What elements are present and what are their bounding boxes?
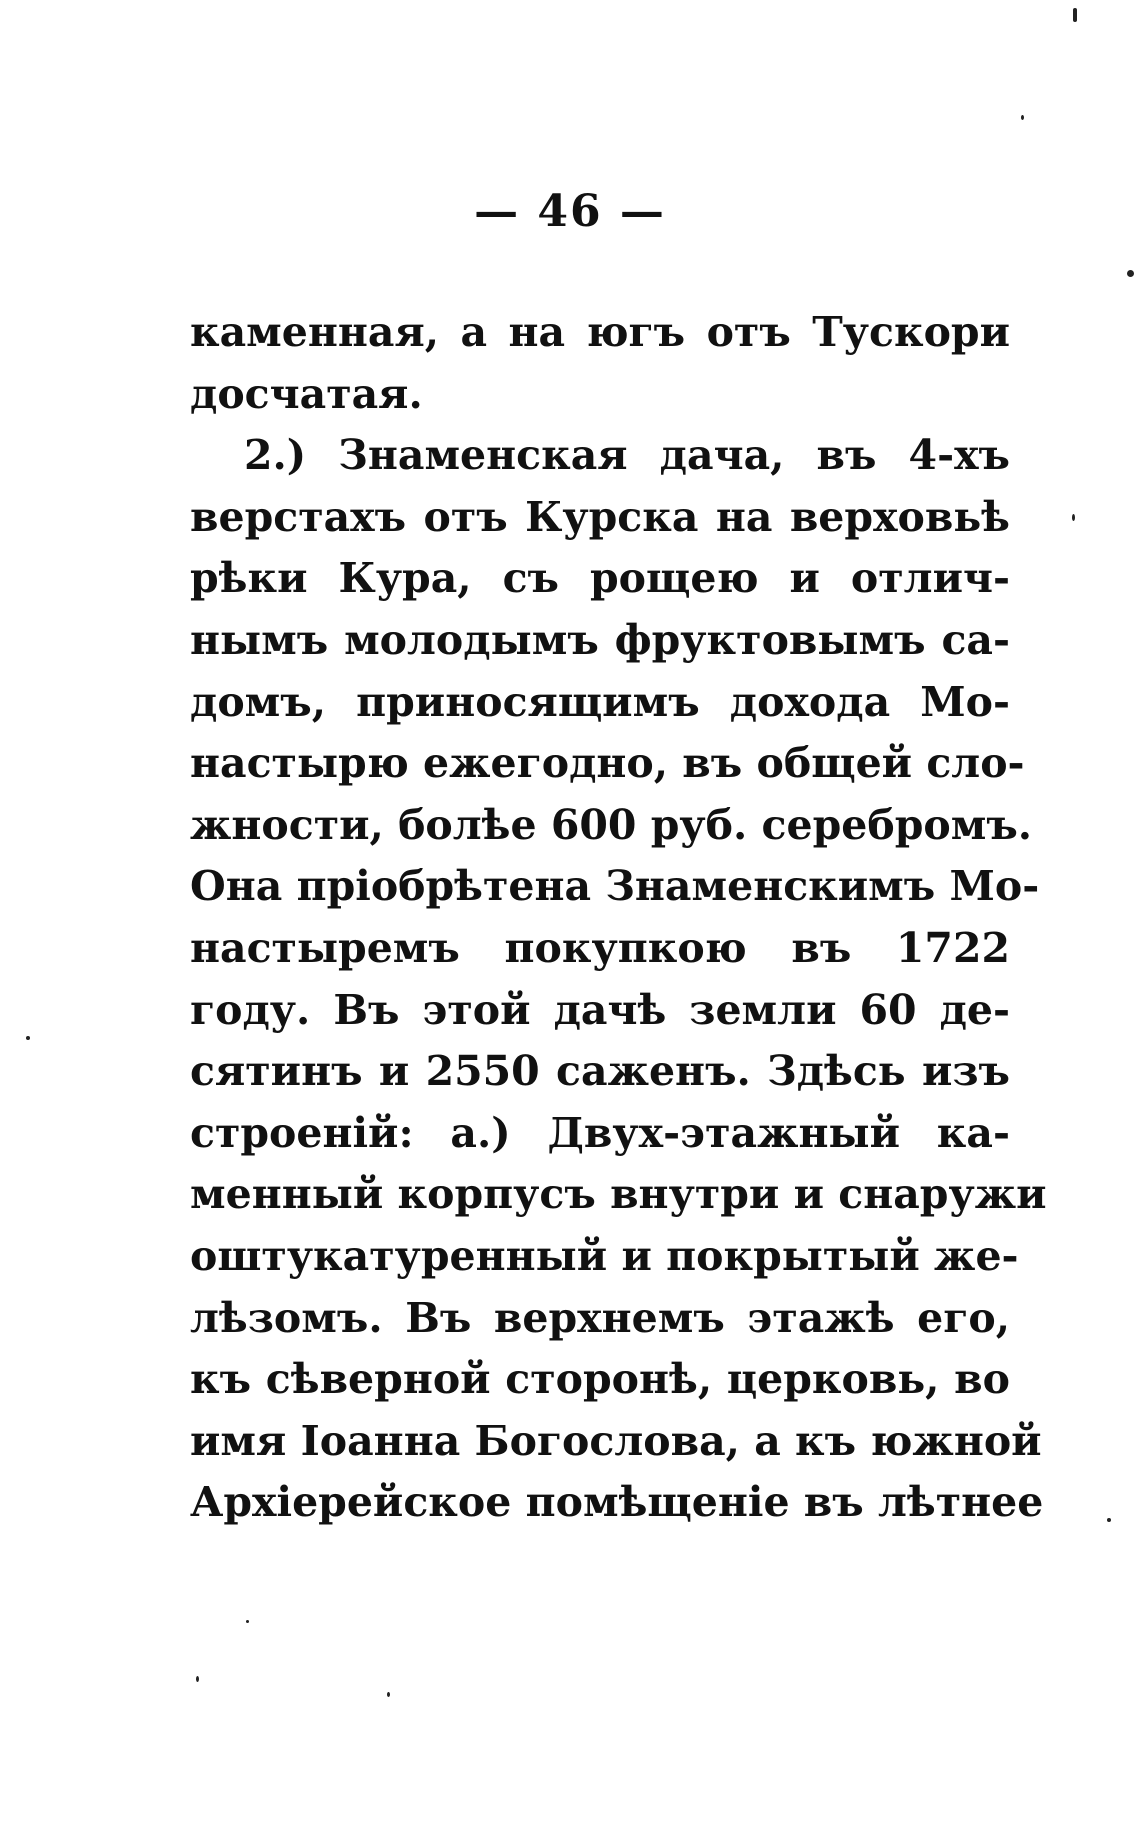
text-line: къ сѣверной сторонѣ, церковь, во: [190, 1355, 1010, 1404]
text-line: Архіерейское помѣщеніе въ лѣтнее: [190, 1478, 1044, 1527]
text-line: каменная, а на югъ отъ Тускори: [190, 308, 1010, 356]
scan-speck: [26, 1036, 30, 1040]
scan-speck: [1073, 8, 1077, 22]
text-line: верстахъ отъ Курска на верховьѣ: [190, 492, 1010, 541]
text-line: лѣзомъ. Въ верхнемъ этажѣ его,: [190, 1293, 1010, 1342]
text-line: настыремъ покупкою въ 1722: [190, 923, 1010, 972]
scan-speck: [1107, 1518, 1111, 1522]
scan-speck: [1072, 514, 1075, 521]
text-line: досчатая.: [190, 369, 423, 418]
text-line: году. Въ этой дачѣ земли 60 де-: [190, 985, 1010, 1034]
text-line: строеній: а.) Двух-этажный ка-: [190, 1108, 1010, 1157]
scan-speck: [387, 1692, 390, 1697]
text-line: Она пріобрѣтена Знаменскимъ Мо-: [190, 862, 1040, 911]
text-line: сятинъ и 2550 саженъ. Здѣсь изъ: [190, 1047, 1010, 1096]
text-line: оштукатуренный и покрытый же-: [190, 1231, 1019, 1280]
text-line: нымъ молодымъ фруктовымъ са-: [190, 615, 1010, 664]
page-number: — 46 —: [474, 186, 666, 237]
scan-speck: [196, 1676, 199, 1682]
text-line: настырю ежегодно, въ общей сло-: [190, 739, 1025, 788]
scan-speck: [1021, 115, 1024, 120]
text-line: жности, болѣе 600 руб. серебромъ.: [190, 800, 1033, 849]
body-text: [190, 302, 1047, 1534]
text-line: менный корпусъ внутри и снаружи: [190, 1170, 1047, 1219]
text-line: рѣки Кура, съ рощею и отлич-: [190, 554, 1010, 603]
text-line: имя Іоанна Богослова, а къ южной: [190, 1416, 1042, 1465]
scan-speck: [246, 1620, 249, 1623]
text-line: домъ, приносящимъ дохода Мо-: [190, 677, 1010, 726]
scan-speck: [1127, 270, 1134, 277]
text-line: 2.) Знаменская дача, въ 4-хъ: [244, 431, 1010, 480]
